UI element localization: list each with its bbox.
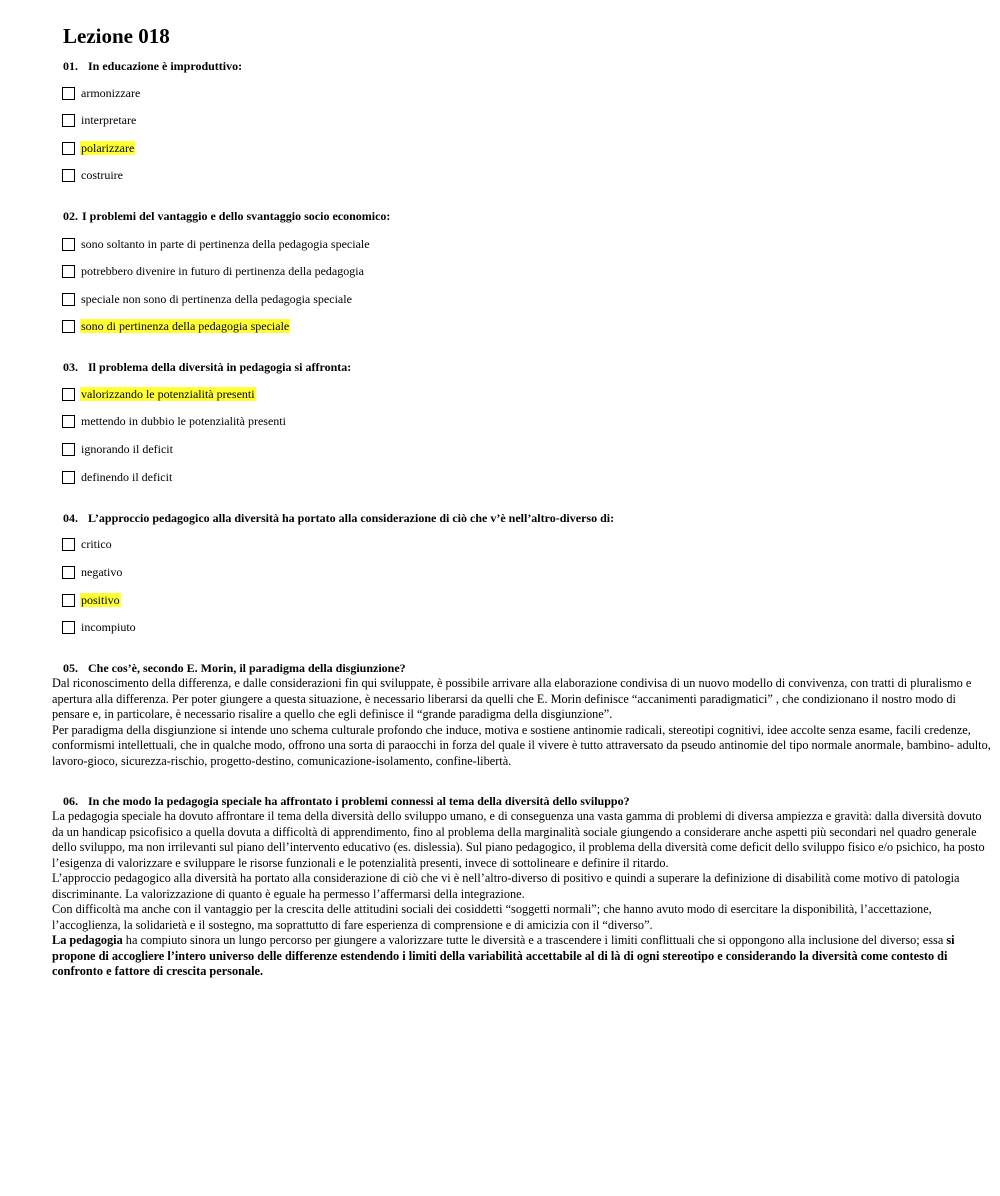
q4-option-3[interactable] — [62, 592, 121, 608]
checkbox-icon[interactable] — [62, 388, 75, 401]
q2-option-1[interactable] — [62, 236, 371, 252]
question-05-heading — [63, 661, 406, 676]
q2-option-3[interactable] — [62, 291, 353, 307]
question-06-heading — [63, 794, 630, 809]
q1-option-3[interactable] — [62, 140, 135, 156]
q2-option-2[interactable] — [62, 263, 365, 279]
checkbox-icon[interactable] — [62, 594, 75, 607]
q1-option-2[interactable] — [62, 112, 137, 128]
option-label: critico — [81, 537, 112, 551]
q3-option-1[interactable] — [62, 386, 256, 402]
answer-paragraph-conclusion — [52, 933, 996, 980]
q3-option-4[interactable] — [62, 469, 173, 485]
checkbox-icon[interactable] — [62, 265, 75, 278]
checkbox-icon[interactable] — [62, 566, 75, 579]
bold-text: La pedagogia — [52, 933, 123, 947]
checkbox-icon[interactable] — [62, 87, 75, 100]
checkbox-icon[interactable] — [62, 320, 75, 333]
bold-text: si propone di accogliere l’intero universo delle differenze estendendo i limiti della variabilità accettabile al di là di ogni stereotipo e considerando la diversità come contesto di confronto e fattore di crescita personale. — [52, 933, 955, 978]
answer-paragraph: Dal riconoscimento della differenza, e dalle considerazioni fin qui sviluppate, è possibile arrivare alla elaborazione condivisa di un nuovo modello di convivenza, con tratti di pluralismo e apertura alla differenza. Per poter giungere a questa situazione, è necessario liberarsi da quelli che E. Morin definisce “accanimenti paradigmatici” , che condizionano il nostro modo di pensare e, in particolare, è necessario risalire a quello che egli definisce il “grande paradigma della disgiunzione”. — [52, 676, 972, 721]
option-label: speciale non sono di pertinenza della pedagogia speciale — [81, 292, 352, 306]
option-label: definendo il deficit — [81, 470, 173, 484]
answer-paragraph: Con difficoltà ma anche con il vantaggio per la crescita delle attitudini sociali dei cosiddetti “soggetti normali”; che hanno avuto modo di esercitare la disponibilità, l’accettazione, l’accoglienza, la solidarietà e il sostegno, ma soprattutto di fare esperienza di comprensione e di amicizia con il “diverso”. — [52, 902, 932, 932]
question-text: Che cos’è, secondo E. Morin, il paradigma della disgiunzione? — [88, 661, 406, 675]
q1-option-1[interactable] — [62, 85, 141, 101]
answer-05 — [52, 676, 996, 769]
question-number: 04. — [63, 511, 78, 525]
q4-option-4[interactable] — [62, 619, 137, 635]
question-text: L’approccio pedagogico alla diversità ha portato alla considerazione di ciò che v’è nell’altro-diverso di: — [88, 511, 615, 525]
plain-text: ha compiuto sinora un lungo percorso per giungere a valorizzare tutte le diversità e a trascendere i limiti conflittuali che si oppongono alla inclusione del diverso; essa — [122, 933, 947, 947]
q2-option-4[interactable] — [62, 318, 290, 334]
checkbox-icon[interactable] — [62, 443, 75, 456]
option-label: interpretare — [81, 113, 137, 127]
option-label-correct: sono di pertinenza della pedagogia speciale — [81, 319, 290, 333]
question-number: 06. — [63, 794, 78, 808]
page-title: Lezione 018 — [63, 24, 170, 48]
question-number: 05. — [63, 661, 78, 675]
checkbox-icon[interactable] — [62, 169, 75, 182]
option-label-correct: valorizzando le potenzialità presenti — [81, 387, 255, 401]
option-label: potrebbero divenire in futuro di pertinenza della pedagogia — [81, 264, 364, 278]
question-text: In che modo la pedagogia speciale ha affrontato i problemi connessi al tema della diversità dello sviluppo? — [88, 794, 630, 808]
question-text: Il problema della diversità in pedagogia si affronta: — [88, 360, 352, 374]
option-label: mettendo in dubbio le potenzialità presenti — [81, 414, 286, 428]
answer-paragraph: La pedagogia speciale ha dovuto affrontare il tema della diversità dello sviluppo umano, e di conseguenza una vasta gamma di problemi di diversa ampiezza e gravità: dalla diversità dovuto da un handicap psicofisico a quella dovuta a difficoltà di apprendimento, fino al problema della marginalità sociale giungendo a considerare anche aspetti più secondari nel quadro generale dello sviluppo, ma non irrilevanti sul piano dell’intervento educativo (es. dislessia). Sul piano pedagogico, il problema della diversità come deficit dello sviluppo fisico e/o psichico, ha posto l’esigenza di valorizzare e sviluppare le risorse funzionali e le potenzialità presenti, invece di sottolineare e definire il ritardo. — [52, 809, 985, 870]
question-text: In educazione è improduttivo: — [88, 59, 243, 73]
checkbox-icon[interactable] — [62, 114, 75, 127]
option-label: incompiuto — [81, 620, 136, 634]
option-label: ignorando il deficit — [81, 442, 173, 456]
option-label-correct: positivo — [81, 593, 120, 607]
checkbox-icon[interactable] — [62, 142, 75, 155]
question-01-heading — [63, 59, 242, 74]
checkbox-icon[interactable] — [62, 415, 75, 428]
question-03-heading — [63, 360, 351, 375]
question-number: 01. — [63, 59, 78, 73]
checkbox-icon[interactable] — [62, 538, 75, 551]
q3-option-2[interactable] — [62, 413, 287, 429]
answer-paragraph: L’approccio pedagogico alla diversità ha portato alla considerazione di ciò che vi è nell’altro-diverso di positivo e quindi a superare la definizione di disabilità come motivo di patologia discriminante. La valorizzazione di quanto è eguale ha permesso l’affermarsi della integrazione. — [52, 871, 960, 901]
checkbox-icon[interactable] — [62, 293, 75, 306]
q4-option-2[interactable] — [62, 564, 123, 580]
checkbox-icon[interactable] — [62, 471, 75, 484]
checkbox-icon[interactable] — [62, 238, 75, 251]
option-label: negativo — [81, 565, 123, 579]
answer-paragraph: Per paradigma della disgiunzione si intende uno schema culturale profondo che induce, motiva e sostiene antinomie radicali, stereotipi cognitivi, idee accolte senza esame, facili credenze, conformismi intellettuali, che in qualche modo, offrono una sorta di paraocchi in forza del quale il vivere è tutto attraversato da pseudo antinomie del tipo normale anormale, bambino- adulto, lavoro-gioco, sicurezza-rischio, progetto-destino, comunicazione-isolamento, confine-libertà. — [52, 722, 991, 768]
question-04-heading — [63, 511, 614, 526]
option-label: sono soltanto in parte di pertinenza della pedagogia speciale — [81, 237, 370, 251]
question-02-heading — [63, 209, 390, 224]
checkbox-icon[interactable] — [62, 621, 75, 634]
q3-option-3[interactable] — [62, 441, 174, 457]
answer-06 — [52, 809, 996, 980]
option-label: armonizzare — [81, 86, 141, 100]
question-text: I problemi del vantaggio e dello svantaggio socio economico: — [82, 209, 391, 223]
question-number: 02. — [63, 209, 78, 223]
option-label: costruire — [81, 168, 123, 182]
option-label-correct: polarizzare — [81, 141, 135, 155]
q1-option-4[interactable] — [62, 167, 124, 183]
question-number: 03. — [63, 360, 78, 374]
q4-option-1[interactable] — [62, 536, 113, 552]
